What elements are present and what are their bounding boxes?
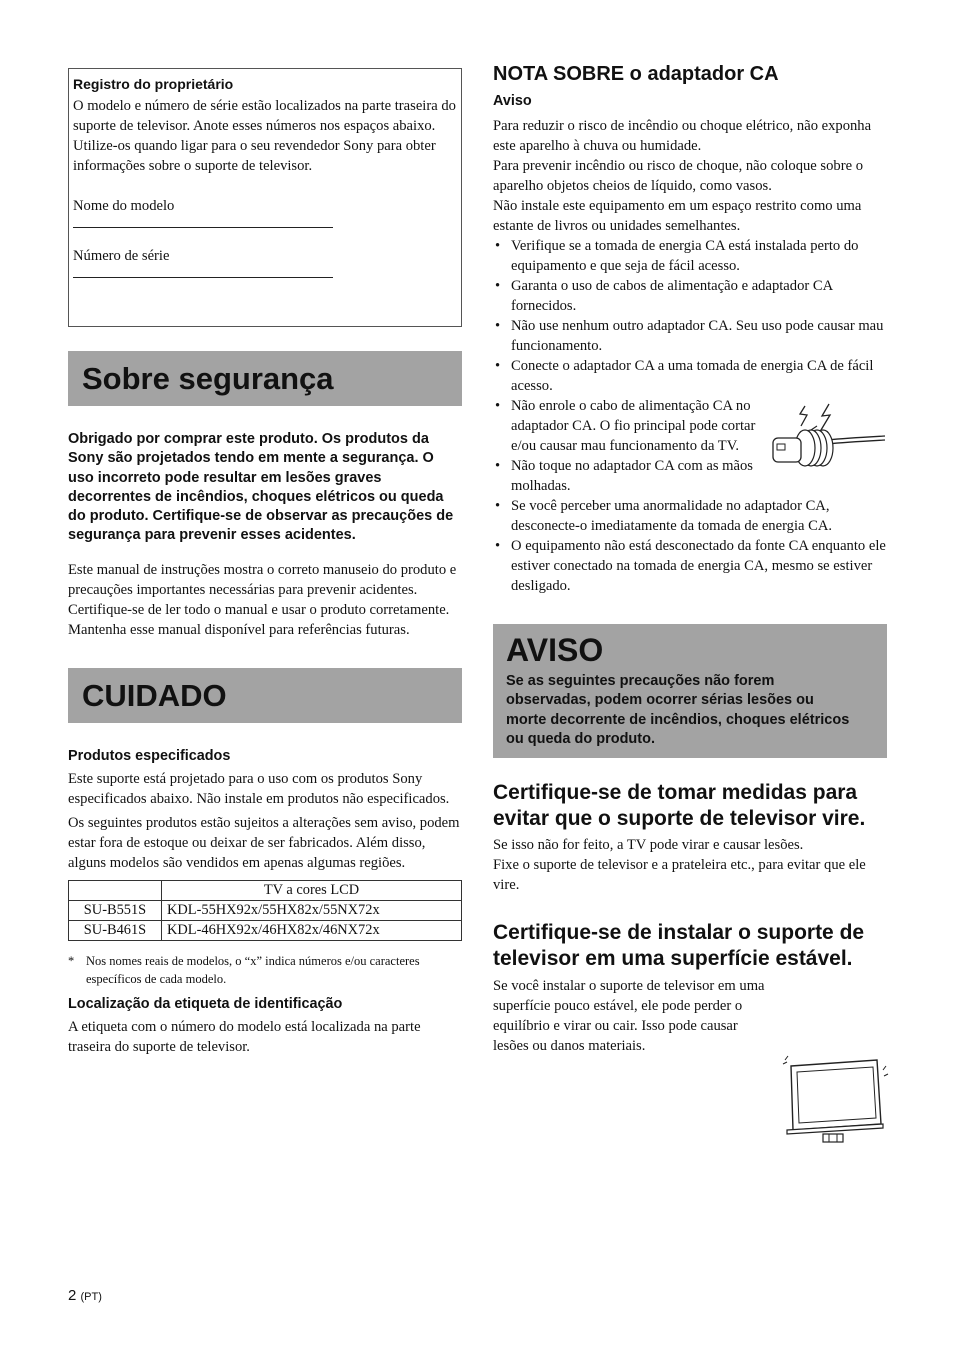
page-number-value: 2 (68, 1287, 77, 1304)
model-name-label: Nome do modelo (73, 198, 175, 214)
ac-adapter-heading: NOTA SOBRE o adaptador CA (493, 63, 779, 85)
list-item: • Conecte o adaptador CA a uma tomada de energia CA de fácil acesso. (493, 356, 887, 396)
safety-paragraph: Este manual de instruções mostra o correto manuseio do produto e precauções importantes necessárias para prevenir acidentes. Certifique-se de ler todo o manual e usar o produto corretamente. Mantenha esse manual disponível para referências futuras. (68, 561, 457, 638)
table-cell-tvs: KDL-46HX92x/46HX82x/46NX72x (162, 920, 462, 940)
table-cell-model: SU-B551S (69, 900, 162, 920)
table-row (69, 900, 462, 920)
model-name-line (73, 226, 333, 228)
table-cell-tvs: KDL-55HX92x/55HX82x/55NX72x (162, 900, 462, 920)
ac-adapter-p3: Não instale este equipamento em um espaço restrito como uma estante de livros ou unidades semelhantes. (493, 198, 862, 234)
label-location-text: A etiqueta com o número do modelo está localizada na parte traseira do suporte de televisor. (68, 1018, 421, 1055)
table-cell-model: SU-B461S (69, 920, 162, 940)
owner-record-paragraph-1: O modelo e número de série estão localizados na parte traseira do suporte de televisor. Anote esses números nos espaços abaixo. (73, 98, 456, 134)
warning-banner-text: Se as seguintes precauções não forem observadas, podem ocorrer sérias lesões ou morte decorrente de incêndios, choques elétricos ou queda do produto. (506, 673, 850, 747)
caution-banner: CUIDADO (68, 668, 462, 723)
right-column (493, 62, 887, 1056)
stable-surface-heading: Certifique-se de instalar o suporte de televisor em uma superfície estável. (493, 921, 865, 971)
ac-adapter-subheading: Aviso (493, 93, 532, 109)
specified-products-p2: Os seguintes produtos estão sujeitos a alterações sem aviso, podem estar fora de estoque ou deixar de ser fabricados. Além disso, alguns modelos são vendidos em apenas algumas regiões. (68, 814, 460, 871)
stable-surface-text: Se você instalar o suporte de televisor em uma superfície pouco estável, ele pode perder o equilíbrio e virar ou cair. Isso pode causar lesões ou danos materiais. (493, 978, 765, 1055)
owner-record-title: Registro do proprietário (73, 76, 234, 92)
owner-record-box (68, 68, 462, 327)
safety-banner: Sobre segurança (68, 351, 462, 406)
specified-products-heading: Produtos especificados (68, 747, 231, 764)
ac-adapter-p2: Para prevenir incêndio ou risco de choque, não coloque sobre o aparelho objetos cheios de líquido, como vasos. (493, 158, 863, 194)
serial-number-label: Número de série (73, 248, 170, 264)
list-item: • Verifique se a tomada de energia CA está instalada perto do equipamento e que seja de fácil acesso. (493, 236, 887, 276)
table-cell-empty (69, 880, 162, 900)
list-item: • Não toque no adaptador CA com as mãos molhadas. (493, 456, 759, 496)
page-number-suffix: (PT) (80, 1291, 102, 1303)
ac-adapter-p1: Para reduzir o risco de incêndio ou choque elétrico, não exponha este aparelho à chuva ou humidade. (493, 118, 872, 154)
warning-banner-title: AVISO (506, 632, 604, 668)
tip-prevention-heading: Certifique-se de tomar medidas para evitar que o suporte de televisor vire. (493, 781, 866, 831)
page-number (68, 1287, 102, 1304)
tip-prevention-text (493, 835, 887, 895)
models-table (68, 880, 462, 941)
list-item: • Garanta o uso de cabos de alimentação e adaptador CA fornecidos. (493, 276, 887, 316)
footnote-mark: * (68, 953, 75, 968)
tv-stand-illustration (779, 1054, 889, 1144)
tip-prevention-p1: Se isso não for feito, a TV pode virar e causar lesões. (493, 837, 804, 854)
serial-number-line (73, 276, 333, 278)
table-row (69, 920, 462, 940)
list-item: • Se você perceber uma anormalidade no adaptador CA, desconecte-o imediatamente da tomada de energia CA. (493, 496, 887, 536)
list-item: • O equipamento não está desconectado da fonte CA enquanto ele estiver conectado na tomada de energia CA, mesmo se estiver desligado. (493, 536, 887, 596)
specified-products-p1: Este suporte está projetado para o uso com os produtos Sony especificados abaixo. Não instale em produtos não especificados. (68, 770, 450, 807)
left-column (68, 68, 462, 1057)
footnote-text: Nos nomes reais de modelos, o “x” indica números e/ou caracteres específicos de cada modelo. (86, 953, 420, 986)
list-item: • Não use nenhum outro adaptador CA. Seu uso pode causar mau funcionamento. (493, 316, 887, 356)
table-row (69, 880, 462, 900)
footnote (68, 952, 462, 988)
ac-adapter-text (493, 116, 887, 596)
safety-intro: Obrigado por comprar este produto. Os produtos da Sony são projetados tendo em mente a segurança. O uso incorreto pode resultar em lesões graves decorrentes de incêndios, choques elétricos ou queda do produto. Certifique-se de observar as precauções de segurança para prevenir esses acidentes. (68, 431, 454, 544)
warning-banner (493, 624, 887, 758)
tip-prevention-p2: Fixe o suporte de televisor e a prateleira etc., para evitar que ele vire. (493, 857, 866, 894)
owner-record-paragraph-2: Utilize-os quando ligar para o seu revendedor Sony para obter informações sobre o suporte de televisor. (73, 138, 436, 174)
label-location-heading: Localização da etiqueta de identificação (68, 995, 343, 1012)
list-item: • Não enrole o cabo de alimentação CA no adaptador CA. O fio principal pode cortar e/ou causar mau funcionamento da TV. (493, 396, 759, 456)
table-header: TV a cores LCD (162, 880, 462, 900)
ac-adapter-illustration (767, 400, 889, 478)
